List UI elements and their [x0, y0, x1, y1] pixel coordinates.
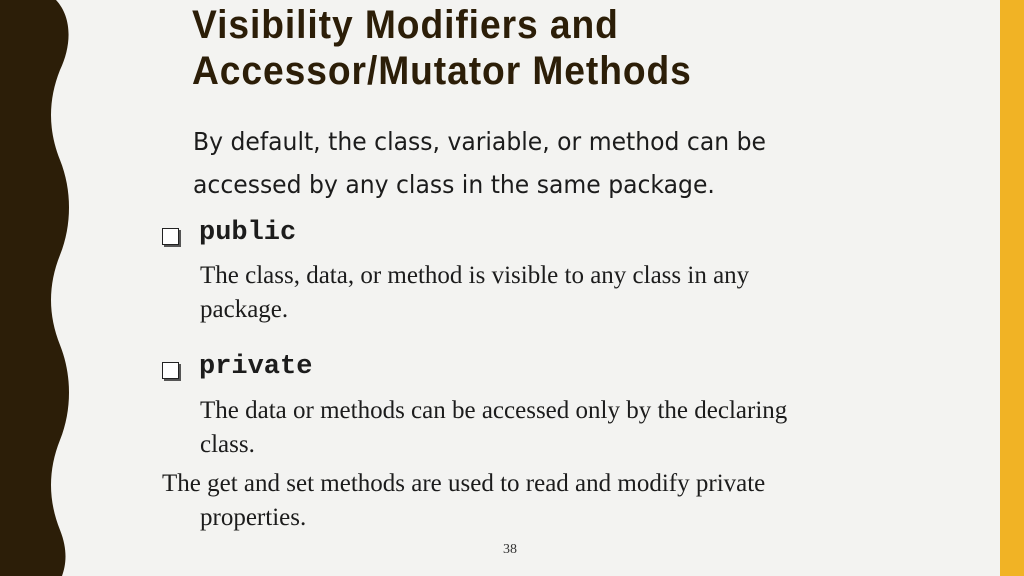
intro-line-2: accessed by any class in the same package. — [193, 170, 715, 199]
title-line-2: Accessor/Mutator Methods — [192, 49, 692, 93]
checkbox-bullet-icon — [162, 362, 179, 379]
intro-paragraph — [193, 120, 851, 206]
checkbox-bullet-icon — [162, 228, 179, 245]
private-description — [200, 394, 787, 462]
get-set-note-line-2: properties. — [200, 504, 307, 531]
private-description-line-2: class. — [200, 431, 255, 458]
get-set-note-line-1: The get and set methods are used to read and modify private — [162, 470, 766, 497]
public-description — [200, 259, 749, 327]
get-set-note — [162, 467, 765, 535]
page-number: 38 — [503, 542, 517, 557]
wavy-left-band — [0, 0, 90, 576]
keyword-private: private — [199, 352, 313, 382]
slide-title — [192, 2, 692, 94]
private-description-line-1: The data or methods can be accessed only by the declaring — [200, 397, 788, 424]
public-description-line-1: The class, data, or method is visible to any class in any — [200, 262, 750, 289]
public-description-line-2: package. — [200, 296, 289, 323]
title-line-1: Visibility Modifiers and — [192, 3, 619, 47]
keyword-public: public — [199, 218, 297, 248]
intro-line-1: By default, the class, variable, or method can be — [193, 127, 766, 156]
right-accent-bar — [1000, 0, 1024, 576]
